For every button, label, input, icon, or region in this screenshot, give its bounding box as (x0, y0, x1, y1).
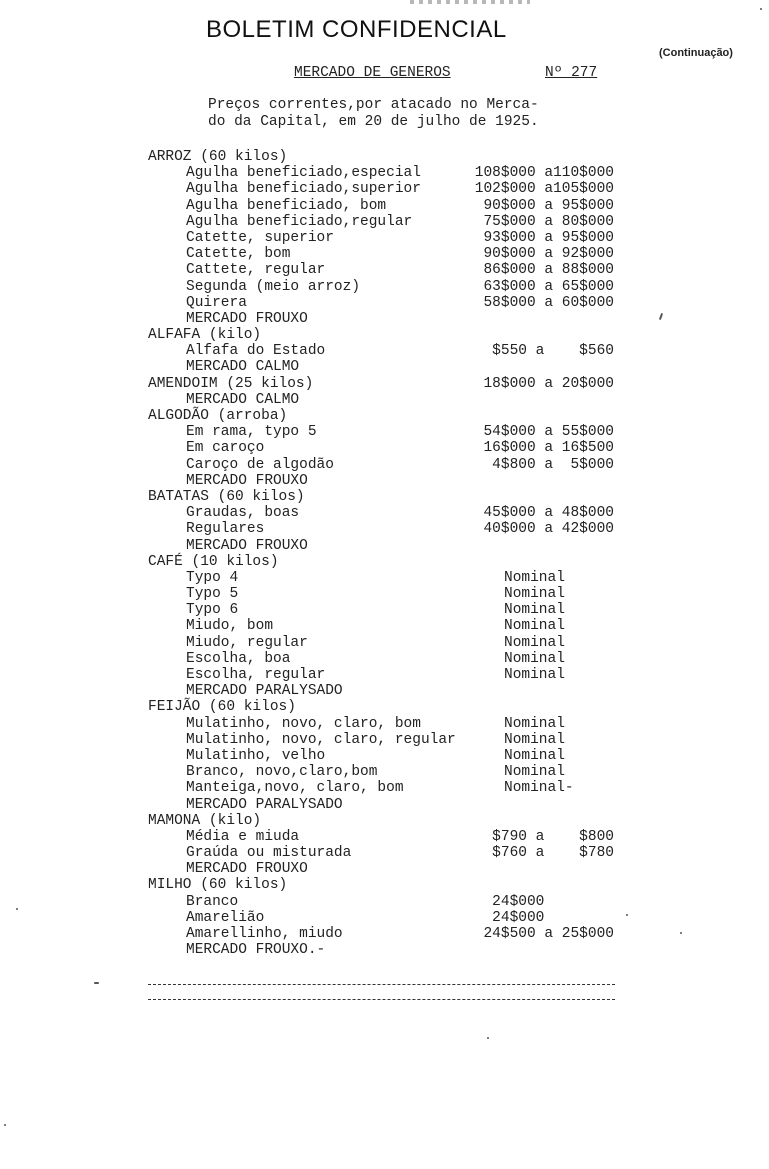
price-range: 16$000 a 16$500 (483, 440, 614, 457)
commodity-label: Mulatinho, novo, claro, regular (186, 731, 456, 748)
price-range: 102$000 a105$000 (474, 181, 614, 198)
market-status: MERCADO FROUXO (186, 537, 308, 554)
nominal-price: Nominal (504, 634, 565, 651)
price-range: 54$000 a 55$000 (483, 424, 614, 441)
price-range: 18$000 a 20$000 (483, 375, 614, 392)
scan-speck (626, 914, 628, 916)
commodity-row (148, 457, 628, 473)
market-status-row (148, 473, 628, 489)
commodity-row (148, 246, 628, 262)
scan-speck (16, 908, 18, 910)
price-range: 24$000 (492, 893, 614, 910)
category-row (148, 699, 628, 715)
market-status-row (148, 683, 628, 699)
commodity-label: Em rama, typo 5 (186, 424, 317, 441)
commodity-row (148, 764, 628, 780)
commodity-row (148, 343, 628, 359)
market-status: MERCADO FROUXO (186, 861, 308, 878)
nominal-price: Nominal (504, 650, 565, 667)
nominal-price: Nominal (504, 764, 565, 781)
nominal-price: Nominal (504, 586, 565, 603)
price-range: 63$000 a 65$000 (483, 278, 614, 295)
commodity-row (148, 748, 628, 764)
continuation-label: (Continuação) (659, 47, 733, 59)
price-range: 108$000 a110$000 (474, 165, 614, 182)
category-label: ALFAFA (kilo) (148, 327, 262, 344)
commodity-label: Agulha beneficiado,superior (186, 181, 421, 198)
market-status: MERCADO FROUXO (186, 310, 308, 327)
commodity-row (148, 618, 628, 634)
price-range: 45$000 a 48$000 (483, 505, 614, 522)
scan-artifact (410, 0, 530, 4)
category-row (148, 149, 628, 165)
nominal-price: Nominal (504, 618, 565, 635)
category-label: CAFÉ (10 kilos) (148, 553, 279, 570)
commodity-row (148, 845, 628, 861)
price-table (148, 149, 628, 958)
price-range: 93$000 a 95$000 (483, 229, 614, 246)
commodity-row (148, 165, 628, 181)
dashed-rule (148, 984, 615, 985)
category-label: AMENDOIM (25 kilos) (148, 375, 314, 392)
commodity-row (148, 505, 628, 521)
price-range: $550 a $560 (492, 343, 614, 360)
commodity-row (148, 198, 628, 214)
price-range: 40$000 a 42$000 (483, 521, 614, 538)
section-title: MERCADO DE GENEROS (294, 65, 451, 81)
commodity-label: Branco (186, 893, 239, 910)
category-row (148, 877, 628, 893)
commodity-row (148, 230, 628, 246)
commodity-row (148, 521, 628, 537)
category-label: BATATAS (60 kilos) (148, 488, 305, 505)
commodity-label: Graudas, boas (186, 505, 300, 522)
nominal-price: Nominal (504, 747, 565, 764)
commodity-label: Catette, bom (186, 246, 291, 263)
market-status: MERCADO CALMO (186, 359, 300, 376)
commodity-row (148, 732, 628, 748)
category-label: ALGODÃO (arroba) (148, 408, 288, 424)
commodity-label: Alfafa do Estado (186, 343, 326, 360)
commodity-row (148, 295, 628, 311)
nominal-price: Nominal (504, 602, 565, 619)
price-range: 58$000 a 60$000 (483, 294, 614, 311)
commodity-label: Escolha, regular (186, 667, 326, 683)
commodity-label: Agulha beneficiado,regular (186, 213, 413, 230)
dashed-rule (148, 999, 615, 1000)
scan-speck (760, 8, 762, 10)
commodity-label: Amarelião (186, 909, 265, 926)
commodity-row (148, 667, 628, 683)
nominal-price: Nominal (504, 731, 565, 748)
commodity-label: Quirera (186, 294, 247, 311)
commodity-label: Agulha beneficiado, bom (186, 197, 387, 214)
commodity-label: Amarellinho, miudo (186, 926, 343, 942)
intro-paragraph (208, 97, 539, 131)
market-status: MERCADO CALMO (186, 391, 300, 408)
commodity-row (148, 894, 628, 910)
scan-speck (659, 313, 663, 320)
category-row (148, 813, 628, 829)
commodity-label: Escolha, boa (186, 650, 291, 667)
category-row (148, 327, 628, 343)
nominal-price: Nominal (504, 667, 565, 683)
commodity-label: Miudo, regular (186, 634, 308, 651)
commodity-label: Graúda ou misturada (186, 845, 352, 862)
market-status-row (148, 797, 628, 813)
market-status-row (148, 311, 628, 327)
intro-line: Preços correntes,por atacado no Merca- (208, 97, 539, 113)
bulletin-number: Nº 277 (545, 65, 598, 81)
price-range: $790 a $800 (492, 828, 614, 845)
commodity-row (148, 635, 628, 651)
price-range: 24$500 a 25$000 (483, 926, 614, 942)
market-status: MERCADO FROUXO.- (186, 942, 326, 959)
commodity-row (148, 570, 628, 586)
category-label: ARROZ (60 kilos) (148, 149, 288, 165)
market-status: MERCADO PARALYSADO (186, 683, 343, 700)
category-row (148, 554, 628, 570)
commodity-label: Regulares (186, 521, 265, 538)
price-range: 90$000 a 92$000 (483, 246, 614, 263)
commodity-label: Mulatinho, velho (186, 747, 326, 764)
commodity-row (148, 780, 628, 796)
price-range: 86$000 a 88$000 (483, 262, 614, 279)
scan-speck (680, 932, 682, 934)
scan-speck (4, 1124, 6, 1126)
commodity-label: Miudo, bom (186, 618, 274, 635)
commodity-row (148, 829, 628, 845)
commodity-label: Branco, novo,claro,bom (186, 764, 378, 781)
market-status: MERCADO PARALYSADO (186, 796, 343, 813)
category-row (148, 376, 628, 392)
commodity-label: Catette, superior (186, 229, 334, 246)
intro-line: do da Capital, em 20 de julho de 1925. (208, 114, 539, 130)
market-status-row (148, 942, 628, 958)
commodity-label: Typo 5 (186, 586, 239, 603)
commodity-row (148, 279, 628, 295)
commodity-row (148, 586, 628, 602)
category-label: FEIJÃO (60 kilos) (148, 699, 296, 716)
market-status-row (148, 538, 628, 554)
commodity-row (148, 424, 628, 440)
document-title: BOLETIM CONFIDENCIAL (206, 16, 507, 43)
price-range: $760 a $780 (492, 845, 614, 862)
market-status-row (148, 392, 628, 408)
category-row (148, 489, 628, 505)
commodity-label: Manteiga,novo, claro, bom (186, 780, 404, 797)
price-range: 4$800 a 5$000 (492, 456, 614, 473)
commodity-row (148, 440, 628, 456)
category-label: MAMONA (kilo) (148, 812, 262, 829)
price-range: 24$000 (492, 909, 614, 926)
commodity-label: Agulha beneficiado,especial (186, 165, 421, 182)
price-range: 90$000 a 95$000 (483, 197, 614, 214)
commodity-label: Typo 6 (186, 602, 239, 619)
commodity-row (148, 262, 628, 278)
market-status: MERCADO FROUXO (186, 472, 308, 489)
scan-speck (487, 1037, 489, 1039)
category-label: MILHO (60 kilos) (148, 877, 288, 894)
commodity-row (148, 716, 628, 732)
commodity-row (148, 602, 628, 618)
category-row (148, 408, 628, 424)
commodity-label: Typo 4 (186, 569, 239, 586)
commodity-label: Mulatinho, novo, claro, bom (186, 715, 421, 732)
market-status-row (148, 359, 628, 375)
commodity-label: Em caroço (186, 440, 265, 457)
commodity-label: Segunda (meio arroz) (186, 278, 361, 295)
scan-speck (94, 982, 99, 984)
commodity-label: Caroço de algodão (186, 456, 334, 473)
commodity-row (148, 214, 628, 230)
commodity-row (148, 651, 628, 667)
market-status-row (148, 861, 628, 877)
price-range: 75$000 a 80$000 (483, 213, 614, 230)
commodity-label: Média e miuda (186, 828, 300, 845)
commodity-row (148, 181, 628, 197)
commodity-row (148, 926, 628, 942)
nominal-price: Nominal- (504, 780, 574, 797)
commodity-label: Cattete, regular (186, 262, 326, 279)
nominal-price: Nominal (504, 569, 565, 586)
commodity-row (148, 910, 628, 926)
nominal-price: Nominal (504, 715, 565, 732)
